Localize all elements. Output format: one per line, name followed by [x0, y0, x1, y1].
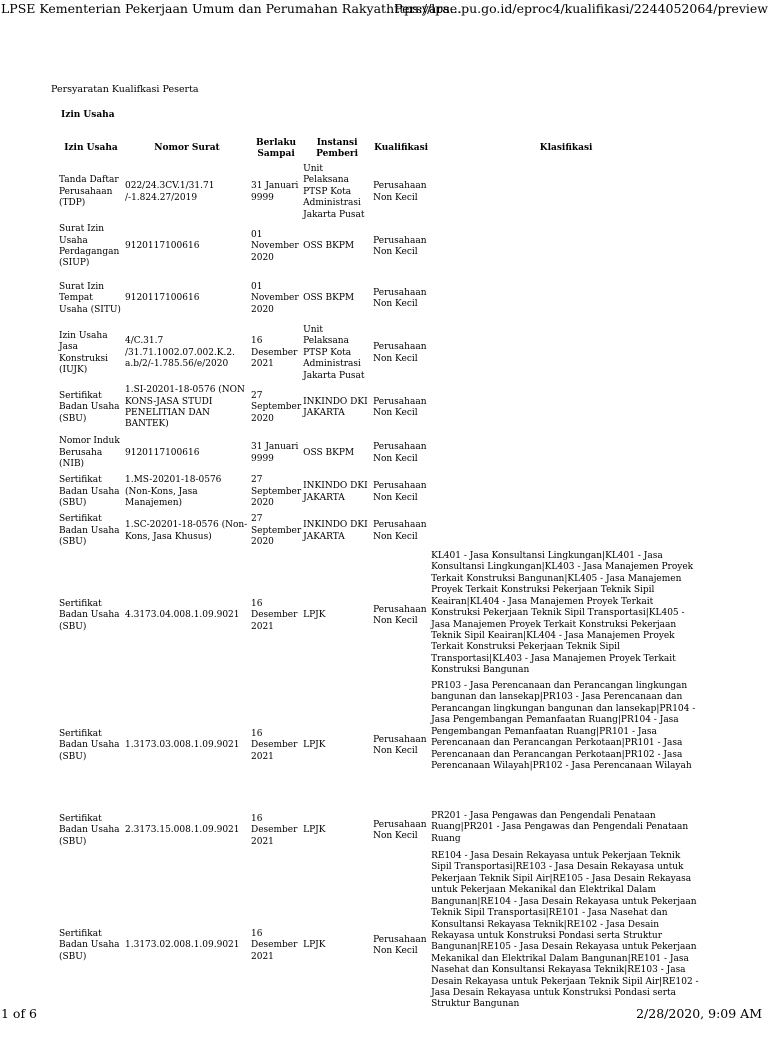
cell-nomor-surat: 4/C.31.7 /31.71.1002.07.002.K.2. a.b/2/-1.785.56/e/2020 — [125, 336, 235, 370]
cell-kualifikasi: Perusahaan Non Kecil — [373, 181, 427, 203]
cell-klasifikasi — [430, 221, 702, 273]
table-row — [58, 473, 702, 512]
header-kualifikasi: Kualifikasi — [374, 143, 429, 154]
cell-izin-usaha: Sertifikat Badan Usaha (SBU) — [59, 598, 120, 632]
cell-kualifikasi: Perusahaan Non Kecil — [373, 604, 427, 627]
cell-kualifikasi: Perusahaan Non Kecil — [373, 287, 427, 310]
cell-kualifikasi: Perusahaan Non Kecil — [373, 934, 427, 957]
cell-berlaku-sampai: 16 Desember 2021 — [251, 813, 298, 847]
cell-instansi-pemberi: OSS BKPM — [303, 241, 355, 252]
cell-nomor-surat: 1.3173.03.008.1.09.9021 — [125, 740, 240, 751]
table-row — [58, 681, 702, 811]
cell-berlaku-sampai: 27 September 2020 — [251, 390, 302, 424]
cell-klasifikasi — [430, 434, 702, 473]
cell-instansi-pemberi: Unit Pelaksana PTSP Kota Administrasi Jakarta Pusat — [303, 164, 365, 220]
table-row — [58, 325, 702, 382]
cell-instansi-pemberi: INKINDO DKI JAKARTA — [303, 396, 368, 419]
table-row — [58, 434, 702, 473]
cell-berlaku-sampai: 16 Desember 2021 — [251, 598, 298, 632]
table-row — [58, 382, 702, 434]
cell-klasifikasi: RE104 - Jasa Desain Rekayasa untuk Pekerjaan Teknik Sipil Transportasi|RE103 - Jasa Desain Rekayasa untuk Pekerjaan Teknik Sipil Air|RE105 - Jasa Desain Rekayasa untuk Pekerjaan Mekanikal dan Elektrikal Dalam Bangunan|RE104 - Jasa Desain Rekayasa untuk Pekerjaan Teknik Sipil Transportasi|RE101 - Jasa Nasehat dan Konsultansi Rekayasa Teknik|RE102 - Jasa Desain Rekayasa untuk Konstruksi Pondasi serta Struktur Bangunan|RE105 - Jasa Desain Rekayasa untuk Pekerjaan Mekanikal dan Elektrikal Dalam Bangunan|RE101 - Jasa Nasehat dan Konsultansi Rekayasa Teknik|RE103 - Jasa Desain Rekayasa untuk Pekerjaan Teknik Sipil Air|RE102 - Jasa Desain Rekayasa untuk Konstruksi Pondasi serta Struktur Bangunan — [431, 851, 699, 1010]
cell-instansi-pemberi: LPJK — [303, 740, 326, 751]
cell-kualifikasi: Perusahaan Non Kecil — [373, 481, 427, 503]
cell-nomor-surat: 022/24.3CV.1/31.71 /-1.824.27/2019 — [125, 181, 215, 203]
cell-klasifikasi: PR201 - Jasa Pengawas dan Pengendali Penataan Ruang|PR201 - Jasa Pengawas dan Pengendali Penataan Ruang — [431, 811, 689, 844]
browser-page-title: LPSE Kementerian Pekerjaan Umum dan Perumahan Rakyat: Persyara... — [1, 1, 462, 16]
document-heading: Persyaratan Kualifkasi Peserta — [51, 84, 199, 95]
cell-berlaku-sampai: 16 Desember 2021 — [251, 336, 298, 370]
header-instansi-pemberi: Instansi Pemberi — [316, 137, 359, 159]
cell-kualifikasi: Perusahaan Non Kecil — [373, 342, 427, 364]
cell-nomor-surat: 1.SC-20201-18-0576 (Non-Kons, Jasa Khusus) — [125, 520, 248, 542]
cell-instansi-pemberi: OSS BKPM — [303, 447, 355, 458]
cell-berlaku-sampai: 01 November 2020 — [251, 229, 299, 263]
cell-izin-usaha: Tanda Daftar Perusahaan (TDP) — [59, 175, 119, 209]
izin-usaha-table — [58, 134, 702, 1041]
section-heading-izin-usaha: Izin Usaha — [61, 110, 115, 120]
cell-izin-usaha: Sertifikat Badan Usaha (SBU) — [59, 728, 120, 762]
cell-berlaku-sampai: 01 November 2020 — [251, 281, 299, 315]
cell-kualifikasi: Perusahaan Non Kecil — [373, 235, 427, 258]
cell-berlaku-sampai: 31 Januari 9999 — [251, 181, 299, 203]
page-number: 1 of 6 — [1, 1006, 38, 1021]
cell-klasifikasi: PR103 - Jasa Perencanaan dan Perancangan lingkungan bangunan dan lansekap|PR103 - Jasa Perencanaan dan Perancangan lingkungan bangunan dan lansekap|PR104 - Jasa Pengembangan Pemanfaatan Ruang|PR104 - Jasa Pengembangan Pemanfaatan Ruang|PR101 - Jasa Perencanaan dan Perancangan Perkotaan|PR101 - Jasa Perencanaan dan Perancangan Perkotaan|PR102 - Jasa Perencanaan Wilayah|PR102 - Jasa Perencanaan Wilayah — [431, 681, 696, 771]
cell-izin-usaha: Izin Usaha Jasa Konstruksi (IUJK) — [59, 330, 108, 375]
izin-usaha-table-body — [58, 164, 702, 1041]
browser-url: https://lpse.pu.go.id/eproc4/kualifikasi/2244052064/preview — [386, 1, 768, 16]
header-izin-usaha: Izin Usaha — [64, 143, 118, 154]
cell-nomor-surat: 9120117100616 — [125, 447, 200, 458]
cell-nomor-surat: 9120117100616 — [125, 241, 200, 252]
cell-kualifikasi: Perusahaan Non Kecil — [373, 520, 427, 542]
cell-nomor-surat: 2.3173.15.008.1.09.9021 — [125, 825, 240, 836]
cell-izin-usaha: Surat Izin Tempat Usaha (SITU) — [59, 281, 121, 315]
cell-klasifikasi — [430, 325, 702, 382]
cell-nomor-surat: 1.MS-20201-18-0576 (Non-Kons, Jasa Manajemen) — [125, 475, 222, 509]
cell-kualifikasi: Perusahaan Non Kecil — [373, 734, 427, 757]
cell-instansi-pemberi: Unit Pelaksana PTSP Kota Administrasi Jakarta Pusat — [303, 325, 365, 381]
cell-kualifikasi: Perusahaan Non Kecil — [373, 396, 427, 419]
table-header-row — [58, 134, 702, 164]
table-row — [58, 512, 702, 551]
cell-berlaku-sampai: 27 September 2020 — [251, 514, 302, 548]
cell-instansi-pemberi: OSS BKPM — [303, 293, 355, 304]
header-berlaku-sampai: Berlaku Sampai — [256, 137, 297, 159]
cell-klasifikasi — [430, 512, 702, 551]
cell-berlaku-sampai: 31 Januari 9999 — [251, 442, 299, 464]
cell-izin-usaha: Sertifikat Badan Usaha (SBU) — [59, 928, 120, 962]
table-row — [58, 273, 702, 325]
cell-klasifikasi — [430, 273, 702, 325]
cell-izin-usaha: Sertifikat Badan Usaha (SBU) — [59, 475, 120, 509]
cell-kualifikasi: Perusahaan Non Kecil — [373, 819, 427, 842]
cell-nomor-surat: 1.3173.02.008.1.09.9021 — [125, 940, 240, 951]
header-nomor-surat: Nomor Surat — [154, 143, 220, 154]
table-row — [58, 811, 702, 851]
cell-klasifikasi — [430, 382, 702, 434]
cell-instansi-pemberi: INKINDO DKI JAKARTA — [303, 520, 368, 542]
cell-izin-usaha: Surat Izin Usaha Perdagangan (SIUP) — [59, 224, 120, 269]
print-datetime: 2/28/2020, 9:09 AM — [636, 1006, 762, 1021]
cell-berlaku-sampai: 16 Desember 2021 — [251, 728, 298, 762]
cell-klasifikasi: KL401 - Jasa Konsultansi Lingkungan|KL401 - Jasa Konsultansi Lingkungan|KL403 - Jasa Manajemen Proyek Terkait Konstruksi Bangunan|KL405 - Jasa Manajemen Proyek Terkait Konstruksi Pekerjaan Teknik Sipil Keairan|KL404 - Jasa Manajemen Proyek Terkait Konstruksi Pekerjaan Teknik Sipil Transportasi|KL405 - Jasa Manajemen Proyek Terkait Konstruksi Pekerjaan Teknik Sipil Keairan|KL404 - Jasa Manajemen Proyek Terkait Konstruksi Pekerjaan Teknik Sipil Transportasi|KL403 - Jasa Manajemen Proyek Terkait Konstruksi Bangunan — [431, 551, 694, 676]
cell-izin-usaha: Sertifikat Badan Usaha (SBU) — [59, 514, 120, 548]
cell-nomor-surat: 9120117100616 — [125, 293, 200, 304]
cell-instansi-pemberi: LPJK — [303, 940, 326, 951]
cell-izin-usaha: Sertifikat Badan Usaha (SBU) — [59, 390, 120, 424]
cell-klasifikasi — [430, 473, 702, 512]
table-row — [58, 851, 702, 1041]
cell-nomor-surat: 1.SI-20201-18-0576 (NON KONS-JASA STUDI PENELITIAN DAN BANTEK) — [125, 385, 245, 430]
table-row — [58, 551, 702, 681]
cell-instansi-pemberi: LPJK — [303, 825, 326, 836]
cell-nomor-surat: 4.3173.04.008.1.09.9021 — [125, 610, 240, 621]
header-klasifikasi: Klasifikasi — [539, 143, 593, 154]
table-row — [58, 164, 702, 221]
table-row — [58, 221, 702, 273]
cell-klasifikasi — [430, 164, 702, 221]
cell-izin-usaha: Sertifikat Badan Usaha (SBU) — [59, 813, 120, 847]
cell-instansi-pemberi: INKINDO DKI JAKARTA — [303, 481, 368, 503]
cell-berlaku-sampai: 27 September 2020 — [251, 475, 302, 509]
cell-instansi-pemberi: LPJK — [303, 610, 326, 621]
cell-berlaku-sampai: 16 Desember 2021 — [251, 928, 298, 962]
cell-kualifikasi: Perusahaan Non Kecil — [373, 442, 427, 464]
cell-izin-usaha: Nomor Induk Berusaha (NIB) — [59, 436, 120, 470]
